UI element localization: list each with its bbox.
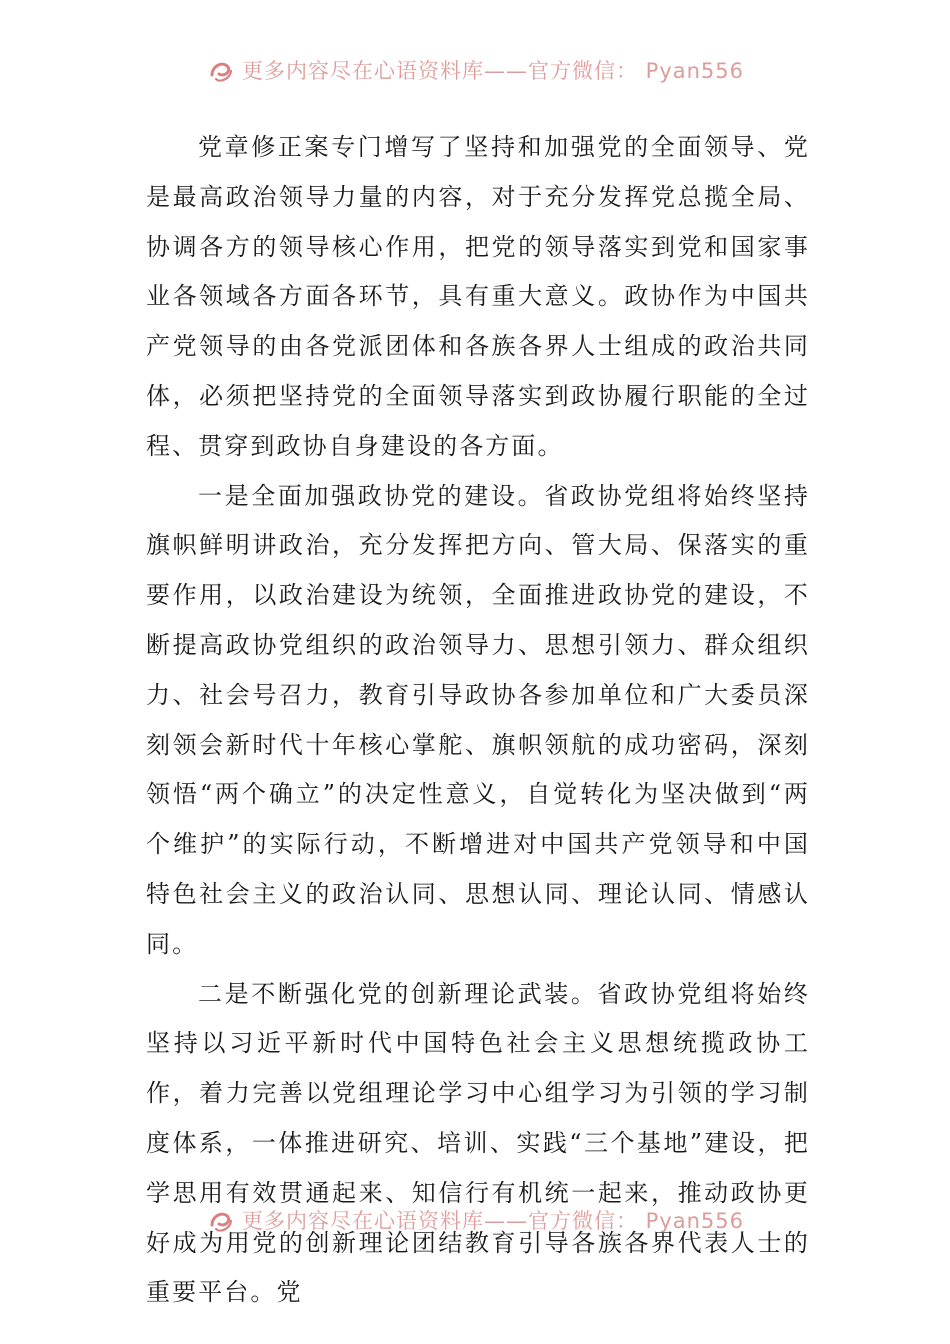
footer-watermark [0, 1200, 950, 1240]
paragraph-2: 一是全面加强政协党的建设。省政协党组将始终坚持旗帜鲜明讲政治，充分发挥把方向、管大局、保落实的重要作用，以政治建设为统领，全面推进政协党的建设，不断提高政协党组织的政治领导力、思想引领力、群众组织力、社会号召力，教育引导政协各参加单位和广大委员深刻领会新时代十年核心掌舵、旗帜领航的成功密码，深刻领悟“两个确立”的决定性意义，自觉转化为坚决做到“两个维护”的实际行动，不断增进对中国共产党领导和中国特色社会主义的政治认同、思想认同、理论认同、情感认同。 [146, 481, 810, 958]
document-body [146, 123, 810, 1318]
paragraph-3: 二是不断强化党的创新理论武装。省政协党组将始终坚持以习近平新时代中国特色社会主义思想统揽政协工作，着力完善以党组理论学习中心组学习为引领的学习制度体系，一体推进研究、培训、实践“三个基地”建设，把学思用有效贯通起来、知信行有机统一起来，推动政协更好成为用党的创新理论团结教育引导各族各界代表人士的重要平台。党 [146, 979, 810, 1307]
header-watermark [0, 50, 950, 90]
watermark-text: 更多内容尽在心语资料库——官方微信： Pyan556 [241, 1209, 745, 1233]
swirl-logo-icon [206, 55, 236, 85]
paragraph-1: 党章修正案专门增写了坚持和加强党的全面领导、党是最高政治领导力量的内容，对于充分发挥党总揽全局、协调各方的领导核心作用，把党的领导落实到党和国家事业各领域各方面各环节，具有重大意义。政协作为中国共产党领导的由各党派团体和各族各界人士组成的政治共同体，必须把坚持党的全面领导落实到政协履行职能的全过程、贯穿到政协自身建设的各方面。 [146, 133, 810, 460]
swirl-logo-icon [206, 1205, 236, 1235]
watermark-text: 更多内容尽在心语资料库——官方微信： Pyan556 [241, 59, 745, 83]
